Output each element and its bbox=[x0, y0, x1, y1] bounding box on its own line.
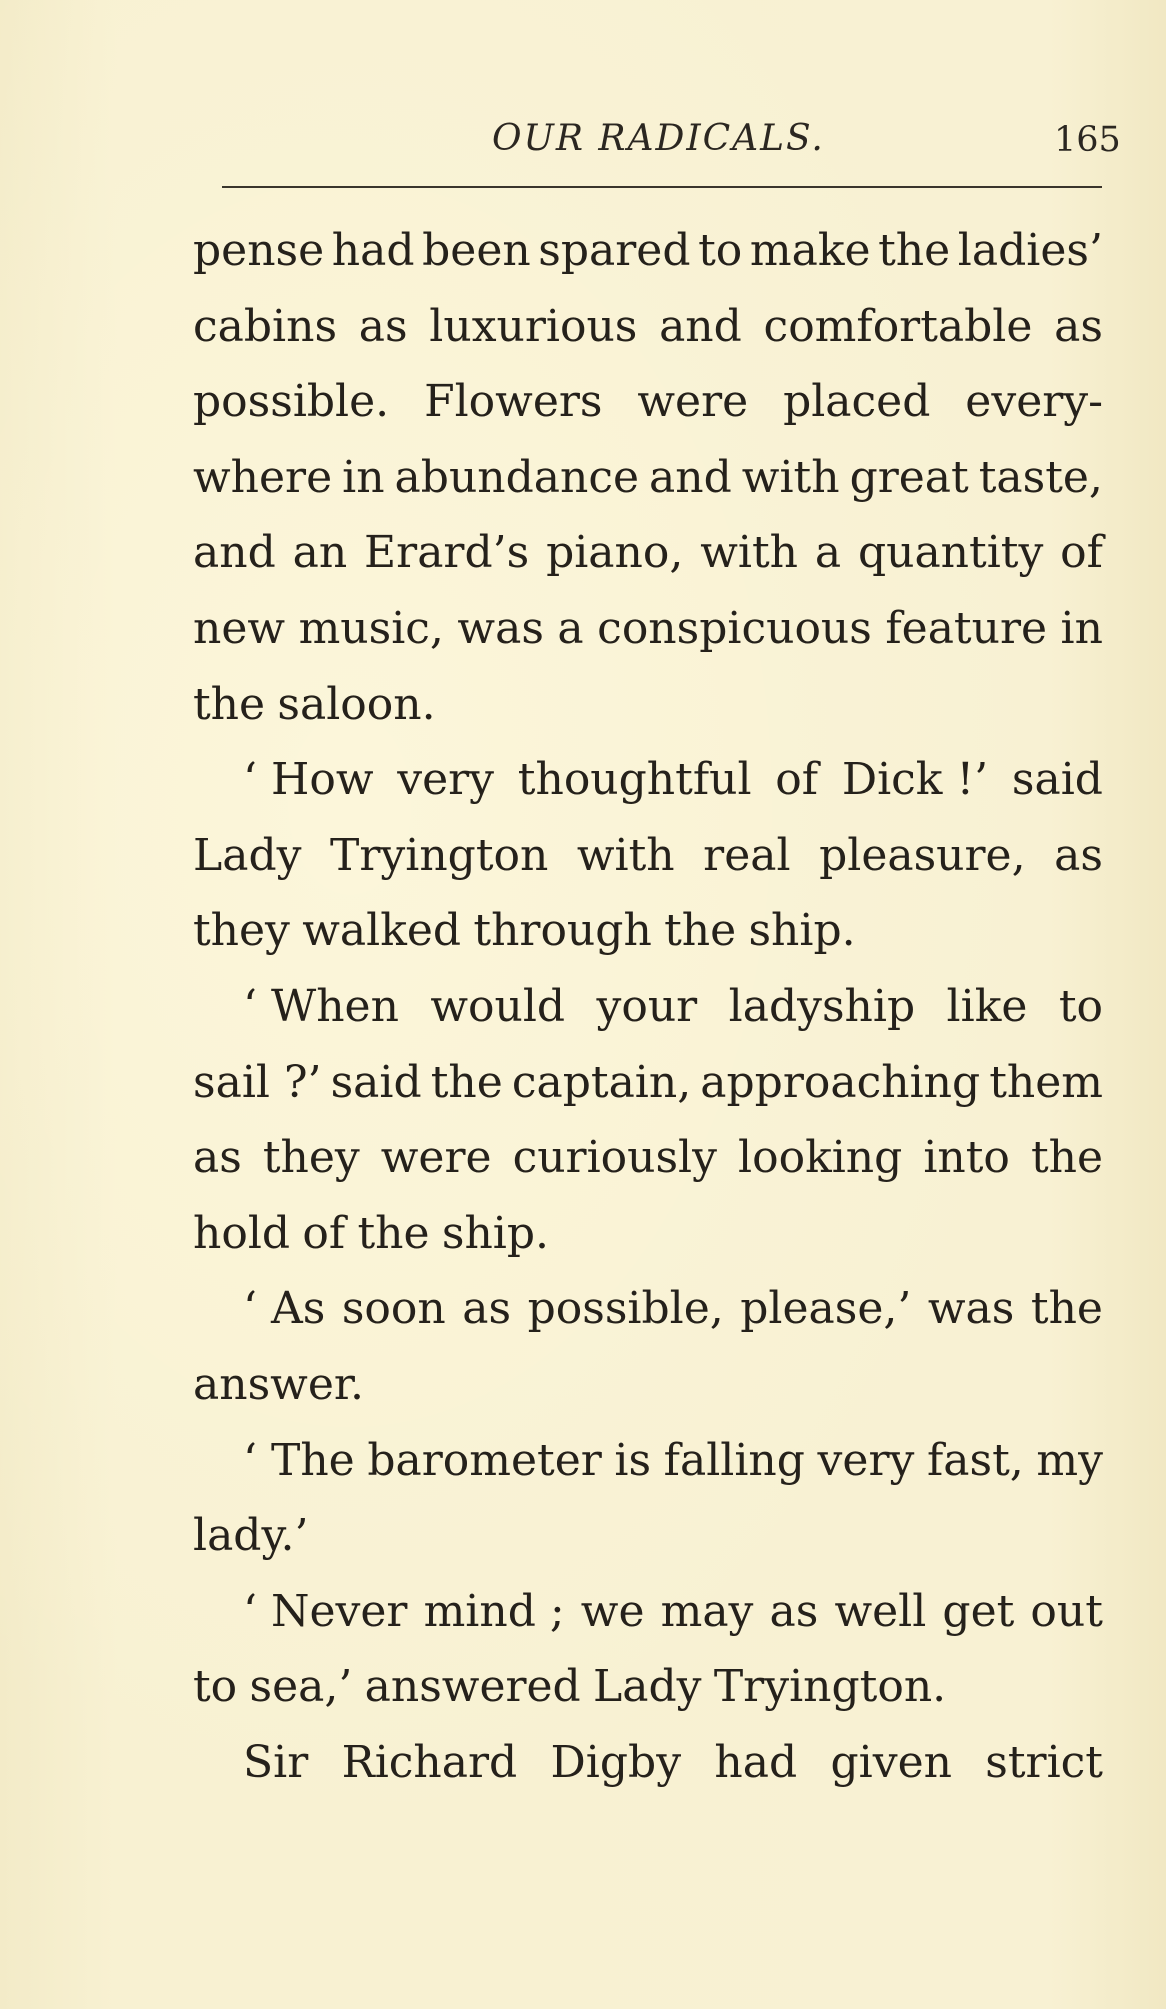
word: Lady bbox=[193, 829, 302, 881]
word: conspicuous bbox=[597, 602, 872, 654]
word: ‘ When bbox=[243, 980, 399, 1032]
word: ship. bbox=[441, 1207, 550, 1259]
text-line bbox=[193, 440, 1103, 516]
text-line bbox=[193, 1498, 1103, 1574]
word: ‘ Never bbox=[243, 1585, 408, 1637]
word: and bbox=[649, 451, 732, 503]
word: approaching bbox=[700, 1056, 981, 1108]
word: the bbox=[1030, 1283, 1103, 1335]
word: the bbox=[430, 1056, 503, 1108]
word: Lady bbox=[593, 1661, 702, 1713]
word: luxurious bbox=[429, 300, 638, 352]
word: well bbox=[834, 1585, 927, 1637]
word: lady.’ bbox=[193, 1510, 309, 1562]
word: Tryington bbox=[330, 829, 549, 881]
word: Digby bbox=[550, 1736, 682, 1788]
word: was bbox=[457, 602, 544, 654]
word: my bbox=[1036, 1434, 1103, 1486]
running-head: OUR RADICALS. bbox=[492, 118, 825, 159]
text-line bbox=[193, 364, 1103, 440]
word: possible, bbox=[527, 1283, 724, 1335]
text-line bbox=[193, 818, 1103, 894]
word: feature bbox=[885, 602, 1048, 654]
text-line bbox=[193, 289, 1103, 365]
word: mind ; bbox=[423, 1585, 565, 1637]
word: real bbox=[703, 829, 791, 881]
text-line bbox=[193, 742, 1103, 818]
word: answer. bbox=[193, 1358, 365, 1410]
word: into bbox=[923, 1132, 1010, 1184]
word: strict bbox=[985, 1736, 1103, 1788]
word: pleasure, bbox=[819, 829, 1026, 881]
word: get bbox=[942, 1585, 1015, 1637]
text-line bbox=[193, 1347, 1103, 1423]
word: through bbox=[473, 905, 652, 957]
word: curiously bbox=[512, 1132, 717, 1184]
word: out bbox=[1030, 1585, 1103, 1637]
word: walked bbox=[302, 905, 462, 957]
text-line bbox=[193, 667, 1103, 743]
word: said bbox=[1011, 754, 1103, 806]
text-line bbox=[193, 1649, 1103, 1725]
word: as bbox=[769, 1585, 819, 1637]
word: and bbox=[193, 527, 276, 579]
word: as bbox=[1054, 829, 1103, 881]
word: every- bbox=[965, 376, 1103, 428]
text-line bbox=[193, 1271, 1103, 1347]
word: to bbox=[698, 225, 743, 276]
word: soon bbox=[341, 1283, 446, 1335]
word: thoughtful bbox=[517, 754, 752, 806]
text-line bbox=[193, 1423, 1103, 1499]
word: the bbox=[193, 678, 266, 730]
word: abundance bbox=[394, 451, 640, 503]
word: ladies’ bbox=[957, 225, 1103, 276]
word: ‘ The bbox=[243, 1434, 355, 1486]
word: Richard bbox=[341, 1736, 518, 1788]
word: had bbox=[714, 1736, 798, 1788]
word: answered bbox=[364, 1661, 581, 1713]
word: we bbox=[580, 1585, 645, 1637]
word: is bbox=[614, 1434, 652, 1486]
word: taste, bbox=[978, 451, 1103, 503]
word: as bbox=[1054, 300, 1103, 352]
text-line bbox=[193, 893, 1103, 969]
word: them bbox=[989, 1056, 1103, 1108]
word: would bbox=[430, 980, 566, 1032]
word: of bbox=[302, 1207, 346, 1259]
word: they bbox=[262, 1132, 360, 1184]
word: saloon. bbox=[277, 678, 436, 730]
word: make bbox=[749, 225, 871, 276]
word: Flowers bbox=[424, 376, 603, 428]
text-line bbox=[193, 1120, 1103, 1196]
text-line bbox=[193, 515, 1103, 591]
word: had bbox=[331, 225, 415, 276]
word: may bbox=[660, 1585, 754, 1637]
word: very bbox=[397, 754, 495, 806]
word: were bbox=[380, 1132, 492, 1184]
word: ‘ How bbox=[243, 754, 374, 806]
word: to bbox=[1058, 980, 1103, 1032]
word: a bbox=[814, 527, 842, 579]
word: hold bbox=[193, 1207, 291, 1259]
word: like bbox=[946, 980, 1028, 1032]
word: an bbox=[292, 527, 348, 579]
word: ‘ As bbox=[243, 1283, 326, 1335]
word: in bbox=[1060, 602, 1103, 654]
word: of bbox=[1060, 527, 1103, 579]
word: barometer bbox=[367, 1434, 602, 1486]
word: as bbox=[358, 300, 408, 352]
word: great bbox=[849, 451, 969, 503]
word: said bbox=[330, 1056, 422, 1108]
word: with bbox=[741, 451, 840, 503]
word: sea,’ bbox=[249, 1661, 353, 1713]
word: as bbox=[462, 1283, 512, 1335]
word: looking bbox=[738, 1132, 903, 1184]
word: piano, bbox=[546, 527, 684, 579]
word: the bbox=[1030, 1132, 1103, 1184]
word: pense bbox=[193, 225, 325, 276]
word: they bbox=[193, 905, 290, 957]
word: falling bbox=[663, 1434, 805, 1486]
word: Tryington. bbox=[713, 1661, 947, 1713]
text-line bbox=[193, 1045, 1103, 1121]
word: new bbox=[193, 602, 286, 654]
word: captain, bbox=[511, 1056, 692, 1108]
word: was bbox=[927, 1283, 1015, 1335]
text-line bbox=[193, 969, 1103, 1045]
word: as bbox=[193, 1132, 242, 1184]
word: in bbox=[342, 451, 385, 503]
word: placed bbox=[783, 376, 931, 428]
word: the bbox=[664, 905, 737, 957]
word: music, bbox=[298, 602, 444, 654]
word: were bbox=[637, 376, 749, 428]
word: the bbox=[357, 1207, 430, 1259]
word: and bbox=[659, 300, 742, 352]
word: Sir bbox=[243, 1736, 309, 1788]
word: possible. bbox=[193, 376, 390, 428]
word: spared bbox=[538, 225, 691, 276]
word: sail ?’ bbox=[193, 1056, 322, 1108]
word: where bbox=[193, 451, 333, 503]
word: cabins bbox=[193, 300, 338, 352]
word: ladyship bbox=[728, 980, 916, 1032]
word: to bbox=[193, 1661, 238, 1713]
word: please,’ bbox=[740, 1283, 912, 1335]
word: with bbox=[576, 829, 675, 881]
word: been bbox=[422, 225, 531, 276]
word: given bbox=[830, 1736, 952, 1788]
header-rule bbox=[222, 186, 1102, 188]
word: a bbox=[557, 602, 584, 654]
word: Erard’s bbox=[364, 527, 530, 579]
word: fast, bbox=[926, 1434, 1024, 1486]
word: with bbox=[700, 527, 798, 579]
text-line bbox=[193, 213, 1103, 289]
word: very bbox=[817, 1434, 915, 1486]
word: of bbox=[775, 754, 819, 806]
word: ship. bbox=[748, 905, 856, 957]
text-line bbox=[193, 1196, 1103, 1272]
word: Dick !’ bbox=[841, 754, 989, 806]
word: quantity bbox=[857, 527, 1044, 579]
body-text bbox=[193, 213, 1103, 1800]
word: the bbox=[878, 225, 951, 276]
text-line bbox=[193, 1574, 1103, 1650]
text-line bbox=[193, 1725, 1103, 1801]
word: your bbox=[596, 980, 698, 1032]
text-line bbox=[193, 591, 1103, 667]
page-number: 165 bbox=[1054, 120, 1121, 160]
word: comfortable bbox=[763, 300, 1033, 352]
